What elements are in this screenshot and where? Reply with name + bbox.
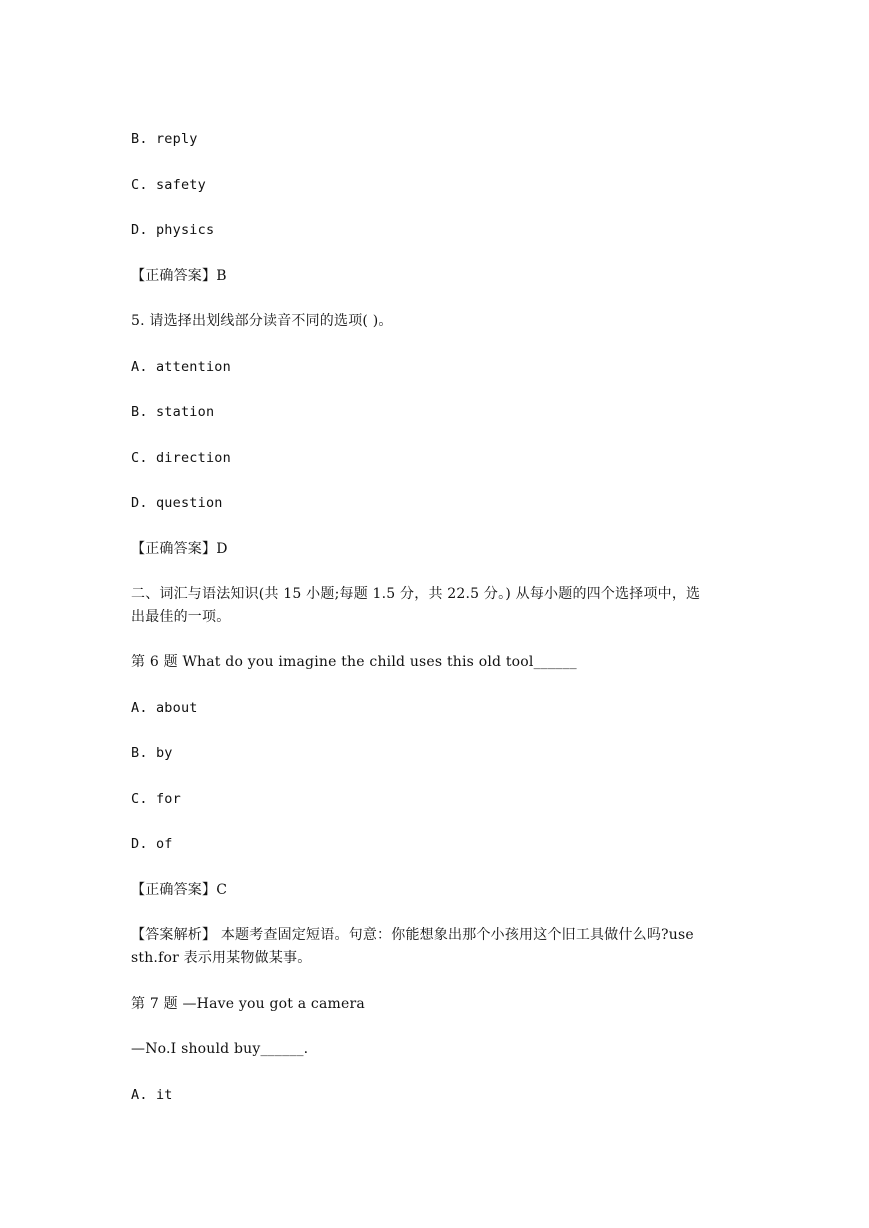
q5-option-b: B. station — [131, 404, 215, 420]
q6-option-d: D. of — [131, 836, 173, 852]
q5-correct-answer: 【正确答案】D — [131, 541, 228, 557]
q6-option-a: A. about — [131, 700, 198, 716]
q7-option-a: A. it — [131, 1087, 173, 1103]
q4-correct-answer: 【正确答案】B — [131, 268, 227, 284]
section2-heading-line1: 二、词汇与语法知识(共 15 小题;每题 1.5 分，共 22.5 分。) 从每小题的四个选择项中，选 — [131, 586, 701, 602]
q6-explanation-line2: sth.for 表示用某物做某事。 — [131, 950, 312, 966]
q5-option-a: A. attention — [131, 359, 231, 375]
q6-option-b: B. by — [131, 745, 173, 761]
q7-stem-line2: —No.I should buy______. — [131, 1041, 309, 1057]
q5-option-d: D. question — [131, 495, 223, 511]
q4-option-c: C. safety — [131, 177, 206, 193]
q4-option-b: B. reply — [131, 131, 198, 147]
q6-explanation-line1: 【答案解析】 本题考查固定短语。句意：你能想象出那个小孩用这个旧工具做什么吗?use — [131, 927, 694, 943]
q6-correct-answer: 【正确答案】C — [131, 882, 228, 898]
q5-option-c: C. direction — [131, 450, 231, 466]
q5-stem: 5. 请选择出划线部分读音不同的选项( )。 — [131, 313, 393, 329]
q6-option-c: C. for — [131, 791, 181, 807]
q4-option-d: D. physics — [131, 222, 215, 238]
section2-heading-line2: 出最佳的一项。 — [131, 609, 231, 625]
q6-stem: 第 6 题 What do you imagine the child uses this old tool______ — [131, 654, 577, 670]
q7-stem-line1: 第 7 题 —Have you got a camera — [131, 996, 365, 1012]
